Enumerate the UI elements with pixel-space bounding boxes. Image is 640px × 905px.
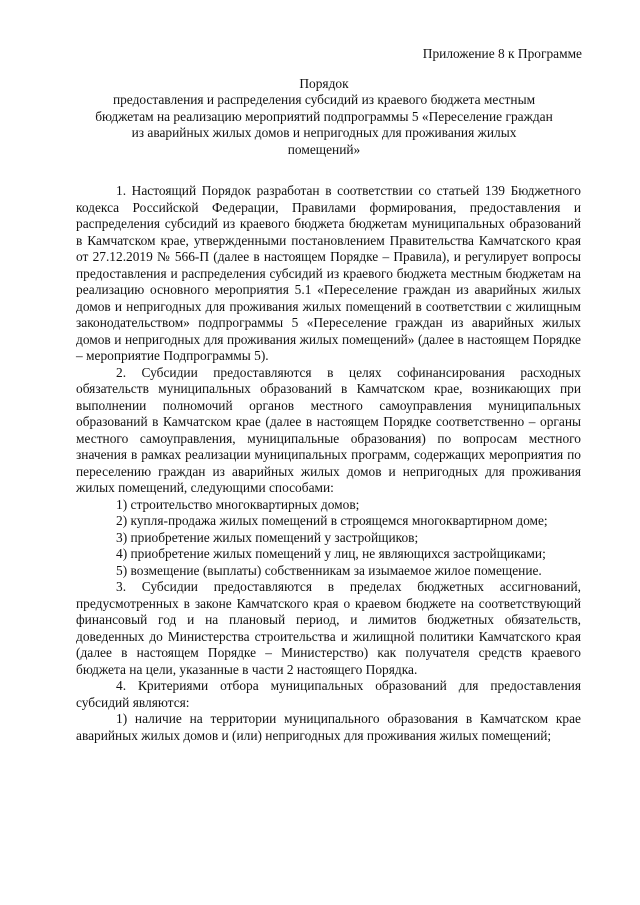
title-line-5: помещений»	[287, 141, 361, 157]
criteria-item-1: 1) наличие на территории муниципального образования в Камчатском крае аварийных жилых домов и (или) непригодных для проживания жилых помещений;	[76, 711, 581, 743]
appendix-label: Приложение 8 к Программе	[422, 46, 582, 61]
title-line-1: Порядок	[299, 76, 349, 91]
title-line-2: предоставления и распределения субсидий из краевого бюджета местным	[112, 92, 536, 108]
document-body	[76, 183, 581, 744]
paragraph-3: 3. Субсидии предоставляются в пределах бюджетных ассигнований, предусмотренных в законе Камчатского края о краевом бюджете на соответствующий финансовый год и на плановый период, и лимитов бюджетных обязательств, доведенных до Министерства строительства и жилищной политики Камчатского края (далее в настоящем Порядке – Министерство) как получателя средств краевого бюджета на цели, указанные в части 2 настоящего Порядка.	[76, 579, 581, 677]
method-item-3: 3) приобретение жилых помещений у застройщиков;	[116, 529, 419, 545]
paragraph-1: 1. Настоящий Порядок разработан в соответствии со статьей 139 Бюджетного кодекса Российской Федерации, Правилами формирования, предоставления и распределения субсидий из краевого бюджета бюджетам муниципальных образований в Камчатском крае, утвержденными постановлением Правительства Камчатского края от 27.12.2019 № 566-П (далее в настоящем Порядке – Правила), и регулирует вопросы предоставления и распределения субсидий из краевого бюджета местным бюджетам на реализацию основного мероприятия 5.1 «Переселение граждан из аварийных жилых домов и непригодных для проживания жилых помещений в соответствии с жилищным законодательством» подпрограммы 5 «Переселение граждан из аварийных жилых домов и непригодных для проживания жилых помещений» (далее в настоящем Порядке – мероприятие Подпрограммы 5).	[76, 183, 581, 363]
paragraph-2: 2. Субсидии предоставляются в целях софинансирования расходных обязательств муниципальных образований в Камчатском крае, возникающих при выполнении полномочий органов местного самоуправления муниципальных образований в Камчатском крае (далее в настоящем Порядке соответственно – органы местного самоуправления, муниципальные образования) по вопросам местного значения в рамках реализации муниципальных программ, содержащих мероприятия по переселению граждан из аварийных жилых домов и непригодных для проживания жилых помещений, следующими способами:	[76, 364, 581, 495]
title-line-4: из аварийных жилых домов и непригодных для проживания жилых	[131, 125, 517, 141]
title-line-3: бюджетам на реализацию мероприятий подпрограммы 5 «Переселение граждан	[95, 108, 553, 124]
paragraph-4: 4. Критериями отбора муниципальных образований для предоставления субсидий являются:	[76, 678, 581, 710]
method-item-2: 2) купля-продажа жилых помещений в строящемся многоквартирном доме;	[116, 513, 548, 528]
document-title	[76, 76, 572, 158]
method-item-5: 5) возмещение (выплаты) собственникам за изымаемое жилое помещение.	[116, 562, 542, 578]
method-item-1: 1) строительство многоквартирных домов;	[116, 496, 360, 512]
method-item-4: 4) приобретение жилых помещений у лиц, не являющихся застройщиками;	[116, 546, 546, 561]
